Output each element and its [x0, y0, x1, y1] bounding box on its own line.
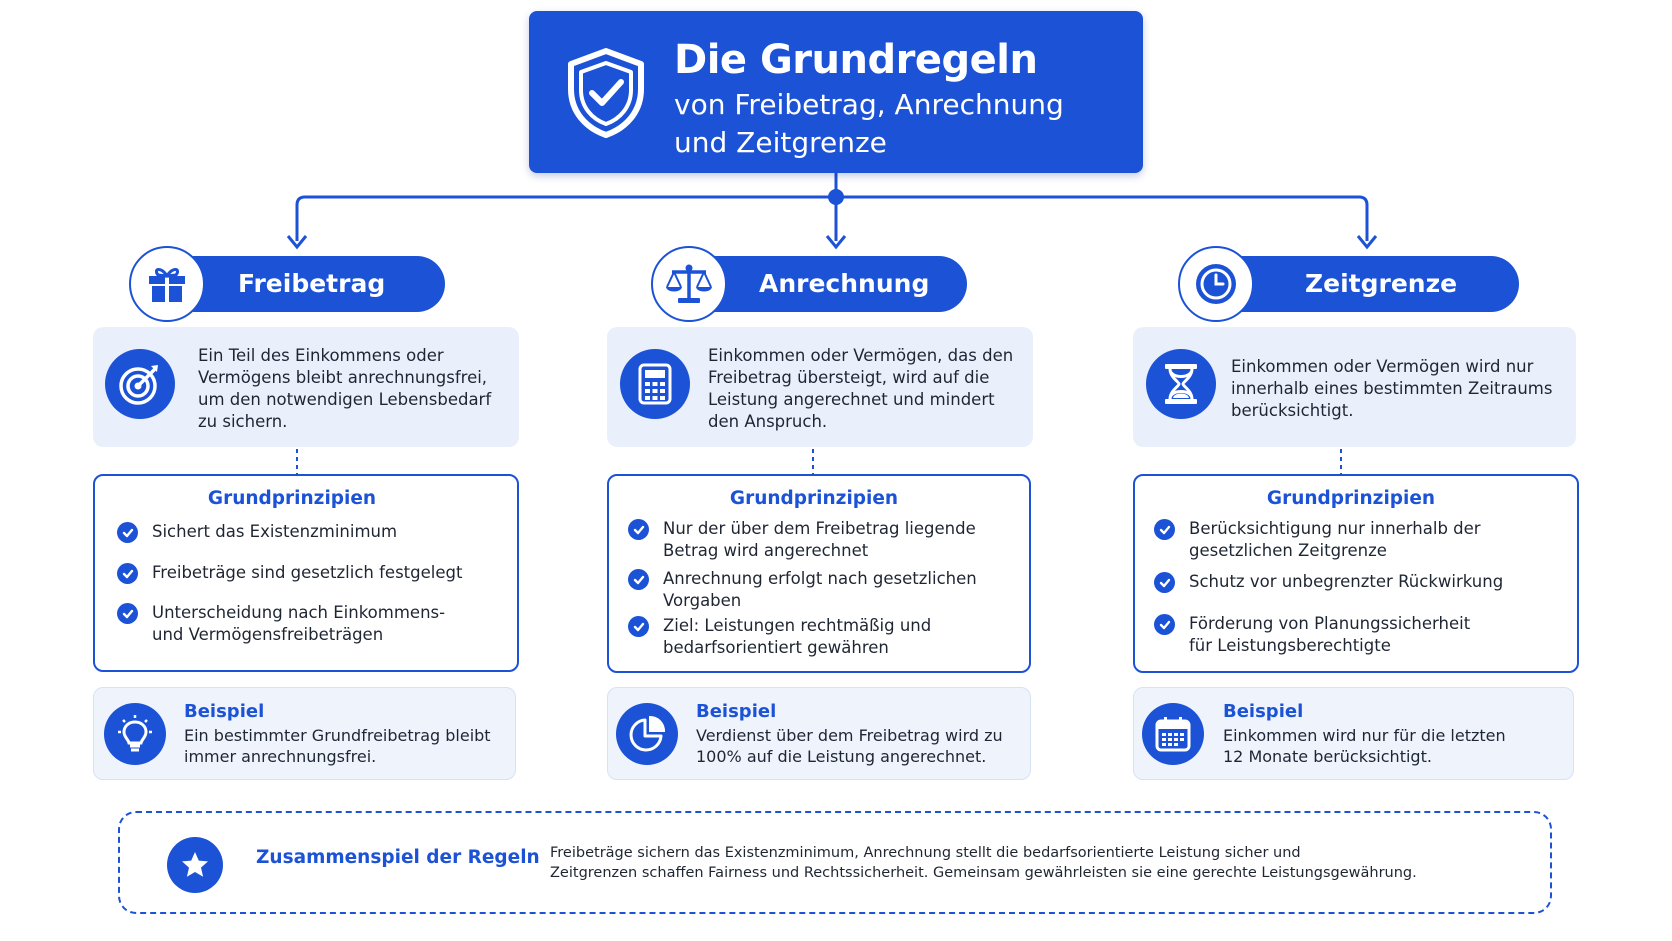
example-card-anrechnung: [607, 687, 1031, 780]
example-title: Beispiel: [1223, 701, 1304, 722]
page-subtitle-line2: und Zeitgrenze: [674, 126, 887, 159]
check-icon: [1154, 519, 1175, 540]
page-title: Die Grundregeln: [674, 37, 1038, 83]
hourglass-icon: [1146, 349, 1216, 419]
scales-icon: [651, 246, 727, 322]
principles-title: Grundprinzipien: [729, 488, 899, 509]
shield-check-icon: [565, 47, 647, 139]
target-icon: [105, 349, 175, 419]
principle-item: Sichert das Existenzminimum: [117, 521, 397, 543]
description-text: Ein Teil des Einkommens oder Vermögens bleibt anrechnungsfrei, um den notwendigen Lebensbedarf zu sichern.: [198, 346, 492, 431]
example-title: Beispiel: [696, 701, 777, 722]
summary-box: [118, 811, 1552, 914]
principle-item: Förderung von Planungssicherheit für Leistungsberechtigte: [1154, 613, 1470, 657]
description-card-zeitgrenze: [1133, 327, 1576, 447]
example-card-freibetrag: [93, 687, 516, 780]
lightbulb-icon: [104, 703, 166, 765]
principle-item: Freibeträge sind gesetzlich festgelegt: [117, 562, 462, 584]
clock-icon: [1178, 246, 1254, 322]
description-text: Einkommen oder Vermögen, das den Freibetrag übersteigt, wird auf die Leistung angerechnet und mindert den Anspruch.: [708, 346, 1014, 431]
column-label-zeitgrenze: Zeitgrenze: [1305, 269, 1458, 298]
principle-item: Anrechnung erfolgt nach gesetzlichen Vorgaben: [628, 568, 977, 612]
principles-title: Grundprinzipien: [1266, 488, 1436, 509]
summary-title: Zusammenspiel der Regeln: [256, 847, 540, 868]
check-icon: [628, 569, 649, 590]
check-icon: [628, 616, 649, 637]
gift-icon: [129, 246, 205, 322]
principle-item: Schutz vor unbegrenzter Rückwirkung: [1154, 571, 1503, 593]
principle-item: Unterscheidung nach Einkommens- und Vermögensfreibeträgen: [117, 602, 445, 646]
example-card-zeitgrenze: [1133, 687, 1574, 780]
check-icon: [1154, 572, 1175, 593]
example-text: Ein bestimmter Grundfreibetrag bleibt immer anrechnungsfrei.: [184, 726, 491, 766]
principle-item: Nur der über dem Freibetrag liegende Betrag wird angerechnet: [628, 518, 976, 562]
check-icon: [117, 563, 138, 584]
summary-text: Freibeträge sichern das Existenzminimum, Anrechnung stellt die bedarfsorientierte Leistung sicher und Zeitgrenzen schaffen Fairness und Rechtssicherheit. Gemeinsam gewährleisten sie eine gerechte Leistungsgewährung.: [550, 845, 1417, 881]
principle-item: Ziel: Leistungen rechtmäßig und bedarfsorientiert gewähren: [628, 615, 931, 659]
example-text: Einkommen wird nur für die letzten 12 Monate berücksichtigt.: [1223, 726, 1506, 766]
pie-chart-icon: [616, 703, 678, 765]
principle-item: Berücksichtigung nur innerhalb der gesetzlichen Zeitgrenze: [1154, 518, 1481, 562]
principles-card-freibetrag: [93, 474, 519, 672]
example-title: Beispiel: [184, 701, 265, 722]
check-icon: [117, 522, 138, 543]
page-subtitle-line1: von Freibetrag, Anrechnung: [674, 88, 1064, 121]
principles-card-zeitgrenze: [1133, 474, 1579, 673]
check-icon: [117, 603, 138, 624]
calendar-icon: [1142, 703, 1204, 765]
principles-title: Grundprinzipien: [207, 488, 377, 509]
title-banner: [529, 11, 1143, 173]
column-label-anrechnung: Anrechnung: [759, 269, 930, 298]
principles-card-anrechnung: [607, 474, 1031, 673]
check-icon: [1154, 614, 1175, 635]
star-icon: [167, 837, 223, 893]
calculator-icon: [620, 349, 690, 419]
check-icon: [628, 519, 649, 540]
description-text: Einkommen oder Vermögen wird nur innerhalb eines bestimmten Zeitraums berücksichtigt.: [1231, 357, 1553, 420]
description-card-freibetrag: [93, 327, 519, 447]
column-label-freibetrag: Freibetrag: [238, 269, 386, 298]
example-text: Verdienst über dem Freibetrag wird zu 100% auf die Leistung angerechnet.: [696, 726, 1003, 766]
description-card-anrechnung: [607, 327, 1033, 447]
